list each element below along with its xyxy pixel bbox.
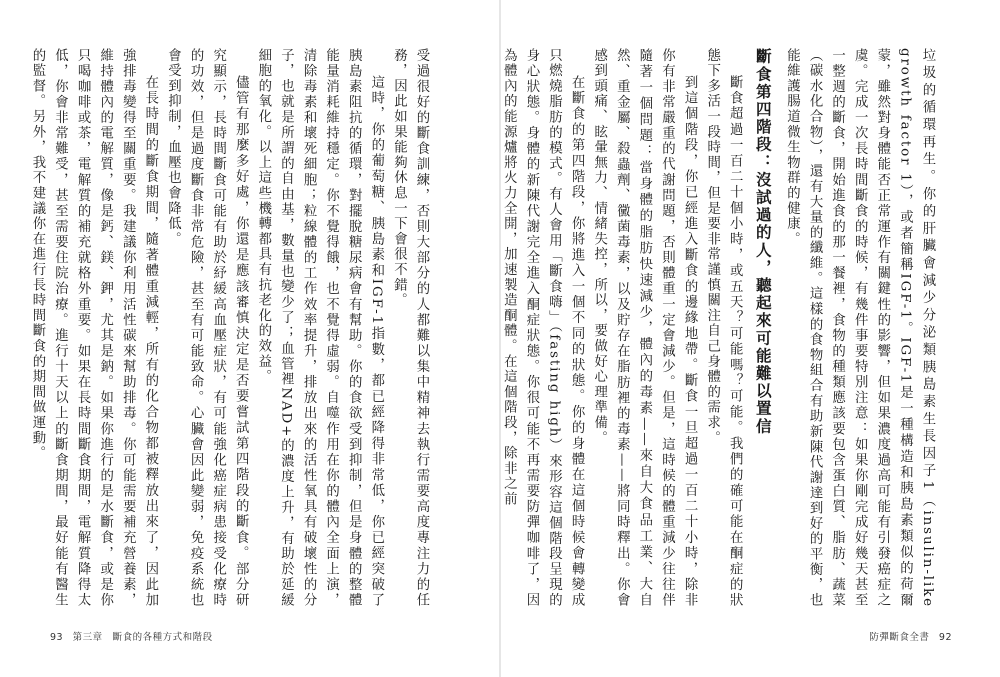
right-paragraph-1: 垃圾的循環再生。你的肝臟會減少分泌類胰島素生長因子1（insulin-like growth factor 1），或者簡稱IGF-1。IGF-1是一種構造和胰島素類似的荷爾蒙，雖然對身體能否正常運作有關鍵性的影響，但如果濃度過高可能有引發癌症之虞。完成一次長時間斷食的時候，有幾件事要特別注意：如果你剛完成好幾天甚至一整週的斷食，開始進食的那一餐裡，食物的種類應該要包含蛋白質、脂肪、蔬菜（碳水化合物），還有大量的纖維。這樣的食物組合有助新陳代謝達到好的平衡，也能維護腸道微生物群的健康。 [784, 48, 935, 608]
right-page-footer [869, 629, 952, 643]
section-heading: 斷食第四階段：沒試過的人，聽起來可能難以置信 [753, 48, 772, 436]
left-paragraph-3: 儘管有那麼多好處，你還是應該審慎決定是否要嘗試第四階段的斷食。部分研究顯示，長時間斷食可能有助於紓緩高血壓症狀，有可能強化癌症病患接受化療時的功效，但是過度斷食非常危險，甚至有可能致命。心臟會因此變弱，免疫系統也會受到抑制，血壓也會降低。 [165, 48, 249, 608]
left-running-head: 第三章 斷食的各種方式和階段 [72, 632, 213, 643]
right-page [500, 0, 1000, 677]
right-running-head: 防彈斷食全書 [869, 632, 930, 643]
left-page-footer [50, 629, 213, 643]
right-paragraph-2: 斷食超過一百二十個小時，或五天？可能嗎？可能。我們的確可能在酮症的狀態下多活一段時間，但是要非常謹慎關注自己身體的需求。 [704, 48, 743, 608]
left-paragraph-1: 受過很好的斷食訓練，否則大部分的人都難以集中精神去執行需要高度專注力的任務，因此如果能夠休息一下會很不錯。 [391, 48, 429, 608]
left-paragraph-2: 這時，你的葡萄糖、胰島素和IGF-1指數，都已經降得非常低，你已經突破了胰島素阻抗的循環，對擺脫糖尿病會有幫助。你的食欲受到抑制，但是身體的整體能量消耗維持穩定。你不覺得餓，也不覺得虛弱。自噬作用在你的體內全面上演，清除毒素和壞死細胞；粒線體的工作效率提升，排放出來的活性氧具有破壞性的分子，也就是所謂的自由基，數量也變少了；血管裡NAD+的濃度上升，有助於延緩細胞的氧化。以上這些機轉都具有抗老化的效益。 [255, 48, 384, 608]
left-page-body [29, 48, 432, 608]
right-paragraph-4: 在斷食的第四階段，你將進入一個不同的狀態。你的身體在這個時候會轉變成只燃燒脂肪的模式。有人會用「斷食嗨」（fasting high）來形容這個階段呈現的身心狀態。身體的新陳代謝完全進入酮症狀態。你很可能不再需要防彈咖啡了，因為體內的能源爐將火力全開，加速製造酮體。在這個階段，除非之前 [501, 48, 585, 608]
right-page-body [501, 48, 938, 608]
left-paragraph-4: 在長時間的斷食期間，隨著體重減輕，所有的化合物都被釋放出來了，因此加強排毒變得至關重要。我建議你利用活性碳來幫助排毒。你可能需要補充營養素，維持體內的電解質，像是鈣、鎂、鉀，尤其是鈉。如果你進行的是水斷食，或是你只喝咖啡或茶，電解質的補充就格外重要。如果在長時間斷食期間，電解質降得太低，你會非常難受，甚至需要住院治療。進行十天以上的斷食期間，最好能有醫生的監督。另外，我不建議你在進行長時間斷食的期間做運動。 [29, 48, 158, 608]
right-paragraph-3: 到這個階段，你已經進入斷食的邊緣地帶。斷食一旦超過一百二十小時，除非你有非常嚴重的代謝問題，否則體重一定會減少。但是，這時候的體重減少往往伴隨著一個問題：當身體的脂肪快速減少，體內的毒素——來自大食品工業、大自然、重金屬、殺蟲劑、黴菌毒素，以及貯存在脂肪裡的毒素——將同時釋出。你會感到頭痛、眩暈無力、情緒失控，所以，要做好心理準備。 [591, 48, 698, 608]
right-page-number: 92 [938, 632, 952, 643]
left-page-number: 93 [50, 632, 64, 643]
